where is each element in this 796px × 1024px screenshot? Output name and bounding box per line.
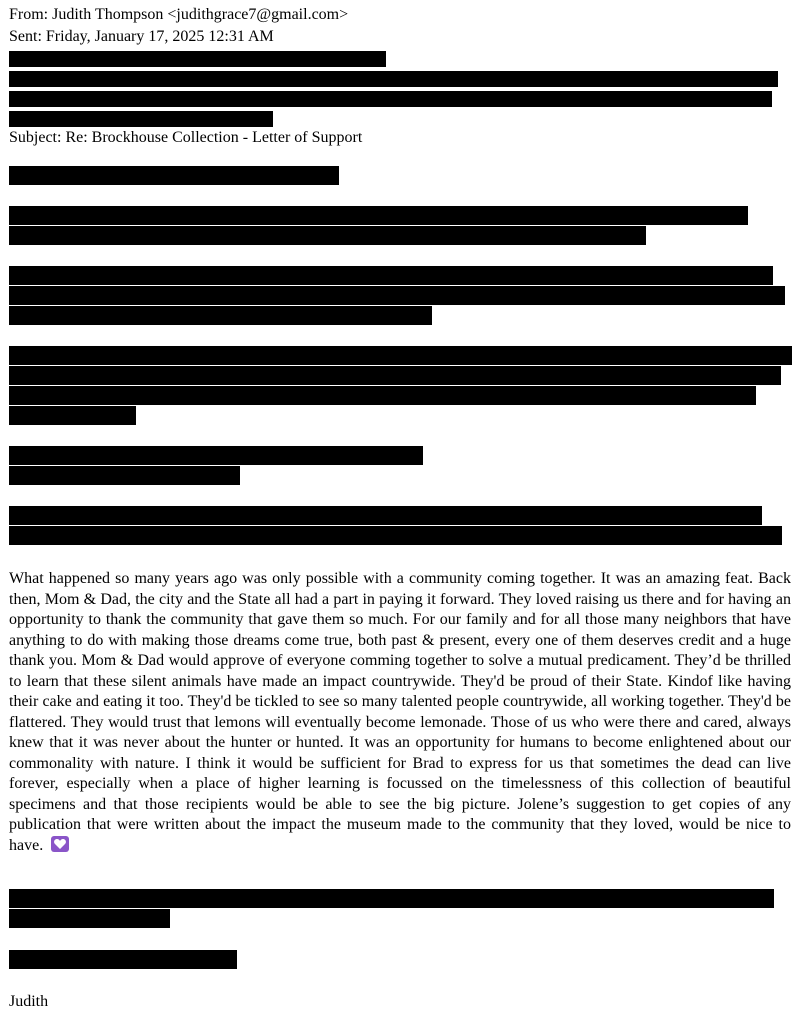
redacted-block bbox=[9, 71, 778, 87]
from-label: From: bbox=[9, 6, 49, 23]
redacted-block bbox=[9, 406, 136, 425]
redacted-block bbox=[9, 51, 386, 67]
redacted-block bbox=[9, 506, 762, 525]
redacted-block bbox=[9, 266, 773, 285]
redacted-block bbox=[9, 466, 240, 485]
from-value[interactable]: Judith Thompson <judithgrace7@gmail.com> bbox=[52, 6, 349, 23]
redacted-block bbox=[9, 306, 432, 325]
redacted-block bbox=[9, 206, 748, 225]
redacted-block bbox=[9, 286, 785, 305]
redacted-block bbox=[9, 346, 792, 365]
redacted-block bbox=[9, 91, 772, 107]
body-paragraph-text: What happened so many years ago was only possible with a community coming together. It was an amazing feat. Back then, Mom & Dad, the city and the State all had a part in paying it forward. They loved raising us there and for having an opportunity to thank the community that gave them so much. For our family and for all those many neighbors that have anything to do with making those dreams come true, both past & present, every one of them deserves credit and a huge thank you. Mom & Dad would approve of everyone comming together to solve a mutual predicament. They’d be thrilled to learn that these silent animals have made an impact countrywide. They'd be proud of their State. Kindof like having their cake and eating it too. They'd be tickled to see so many talented people countrywide, all working together. They'd be flattered. They would trust that lemons will eventually become lemonade. Those of us who were there and cared, always knew that it was never about the hunter or hunted. It was an opportunity for humans to become enlightened about our commonality with nature. I think it would be sufficient for Brad to express for us that sometimes the dead can live forever, especially when a place of higher learning is focussed on the timelessness of this collection of beautiful specimens and that those recipients would be able to see the big picture. Jolene’s suggestion to get copies of any publication that were written about the impact the museum made to the community that they loved, would be nice to have. bbox=[9, 570, 791, 854]
redacted-block bbox=[9, 909, 170, 928]
body-paragraph bbox=[9, 569, 791, 856]
redacted-block bbox=[9, 166, 339, 185]
redacted-block bbox=[9, 889, 774, 908]
subject-label: Subject: bbox=[9, 129, 62, 146]
sent-value: Friday, January 17, 2025 12:31 AM bbox=[45, 28, 274, 45]
purple-heart-icon bbox=[51, 836, 69, 852]
redacted-block bbox=[9, 111, 273, 127]
sent-label: Sent: bbox=[9, 28, 42, 45]
signature: Judith bbox=[9, 993, 49, 1010]
from-line bbox=[9, 5, 348, 24]
sent-line bbox=[9, 27, 274, 46]
subject-value: Re: Brockhouse Collection - Letter of Support bbox=[65, 129, 363, 146]
subject-line bbox=[9, 128, 362, 147]
redacted-block bbox=[9, 366, 781, 385]
redacted-block bbox=[9, 950, 237, 969]
redacted-block bbox=[9, 226, 646, 245]
redacted-block bbox=[9, 386, 756, 405]
redacted-block bbox=[9, 446, 423, 465]
redacted-block bbox=[9, 526, 782, 545]
